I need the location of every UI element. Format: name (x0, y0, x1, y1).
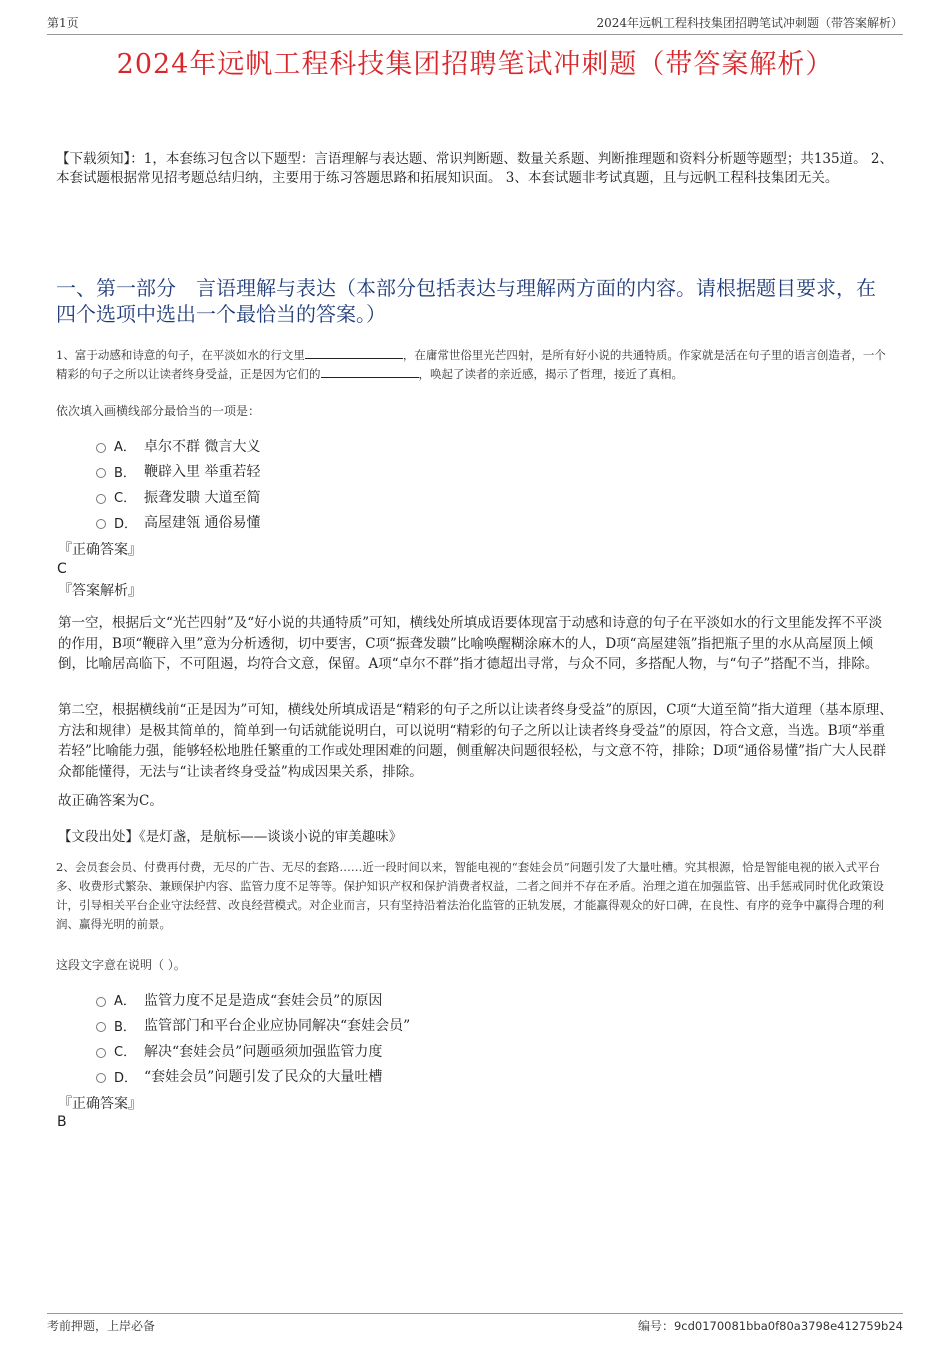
option-letter: A． (114, 440, 136, 456)
question-1-text-part-a: 1、富于动感和诗意的句子，在平淡如水的行文里 (56, 348, 305, 362)
option-text: 卓尔不群 微言大义 (144, 438, 261, 455)
option-letter: B． (114, 465, 136, 481)
question-2-text: 2、会员套会员、付费再付费，无尽的广告、无尽的套路……近一段时间以来，智能电视的“套娃会员”问题引发了大量吐槽。究其根源，恰是智能电视的嵌入式平台多、收费形式繁杂、兼顾保护内容、监管力度不足等等。保护知识产权和保护消费者权益，二者之间并不存在矛盾。治理之道在加强监管、出手惩戒同时优化政策设计，引导相关平台企业守法经营、改良经营模式。对企业而言，只有坚持沿着法治化监管的正轨发展，才能赢得观众的好口碑，在良性、有序的竞争中赢得合理的利润、赢得光明的前景。 (56, 860, 884, 931)
running-title: 2024年远帆工程科技集团招聘笔试冲刺题（带答案解析） (596, 16, 903, 30)
question-1-option-b[interactable] (96, 459, 260, 485)
question-2-option-b[interactable] (96, 1013, 410, 1039)
option-letter: C． (114, 1045, 137, 1061)
question-2-answer: B (57, 1114, 67, 1130)
radio-icon[interactable] (96, 1048, 106, 1058)
download-notice: 【下载须知】：1，本套练习包含以下题型：言语理解与表达题、常识判断题、数量关系题、判断推理题和资料分析题等题型；共135道。 2、本套试题根据常见招考题总结归纳，主要用于练习答题思路和拓展知识面。 3、本套试题非考试真题，且与远帆工程科技集团无关。 (56, 151, 893, 186)
question-1-analysis-paragraph-2: 第二空，根据横线前“正是因为”可知，横线处所填成语是“精彩的句子之所以让读者终身受益”的原因，C项“大道至简”指大道理（基本原理、方法和规律）是极其简单的，简单到一句话就能说明白，可以说明“精彩的句子之所以让读者终身受益”的原因，符合文意，当选。B项“举重若轻”比喻能力强，能够轻松地胜任繁重的工作或处理困难的问题，侧重解决问题很轻松，与文意不符，排除；D项“通俗易懂”指广大人民群众都能懂得，无法与“让读者终身受益”构成因果关系，排除。 (58, 702, 893, 780)
question-1-option-a[interactable] (96, 433, 260, 459)
option-text: 振聋发聩 大道至简 (144, 489, 261, 506)
option-letter: A． (114, 994, 136, 1010)
question-1-answer: C (57, 561, 67, 577)
option-letter: D． (114, 516, 138, 532)
option-text: 监管力度不足是造成“套娃会员”的原因 (144, 992, 383, 1009)
option-letter: C． (114, 491, 137, 507)
radio-icon[interactable] (96, 494, 106, 504)
question-2-option-d[interactable] (96, 1064, 410, 1090)
option-text: “套娃会员”问题引发了民众的大量吐槽 (144, 1069, 383, 1086)
radio-icon[interactable] (96, 1073, 106, 1083)
document-code-label: 编号： (637, 1319, 674, 1333)
question-2-option-a[interactable] (96, 987, 410, 1013)
question-2-options (96, 987, 410, 1089)
option-text: 解决“套娃会员”问题亟须加强监管力度 (144, 1043, 383, 1060)
radio-icon[interactable] (96, 997, 106, 1007)
option-letter: B． (114, 1019, 136, 1035)
footer-slogan: 考前押题，上岸必备 (47, 1319, 156, 1333)
document-code (638, 1317, 903, 1334)
question-1-options (96, 433, 260, 535)
option-text: 鞭辟入里 举重若轻 (144, 464, 261, 481)
question-1-answer-label: 『正确答案』 (58, 542, 142, 558)
page-number: 第1页 (47, 16, 79, 30)
page-footer (47, 1313, 903, 1334)
option-text: 监管部门和平台企业应协同解决“套娃会员” (144, 1018, 411, 1035)
question-2-prompt: 这段文字意在说明（ ）。 (56, 958, 186, 972)
fill-blank-1 (305, 346, 403, 359)
document-title: 2024年远帆工程科技集团招聘笔试冲刺题（带答案解析） (116, 49, 834, 80)
radio-icon[interactable] (96, 468, 106, 478)
section-heading: 一、第一部分 言语理解与表达（本部分包括表达与理解两方面的内容。请根据题目要求，在四个选项中选出一个最恰当的答案。） (56, 276, 876, 326)
question-1-option-d[interactable] (96, 510, 260, 536)
fill-blank-2 (321, 365, 419, 378)
radio-icon[interactable] (96, 519, 106, 529)
radio-icon[interactable] (96, 443, 106, 453)
option-text: 高屋建瓴 通俗易懂 (144, 515, 261, 532)
question-2-option-c[interactable] (96, 1038, 410, 1064)
question-1-text-part-c: ，唤起了读者的亲近感，揭示了哲理，接近了真相。 (418, 367, 683, 381)
page-header (47, 14, 903, 35)
question-1-text (56, 346, 894, 384)
question-1-analysis-paragraph-1: 第一空，根据后文“光芒四射”及“好小说的共通特质”可知，横线处所填成语要体现富于动感和诗意的句子在平淡如水的行文里能发挥不平淡的作用，B项“鞭辟入里”意为分析透彻，切中要害，C项“振聋发聩”比喻唤醒糊涂麻木的人，D项“高屋建瓴”指把瓶子里的水从高屋顶上倾倒，比喻居高临下，不可阻遏，均符合文意，保留。A项“卓尔不群”指才德超出寻常，与众不同，多搭配人物，与“句子”搭配不当，排除。 (58, 615, 883, 672)
question-1-option-c[interactable] (96, 484, 260, 510)
question-1-source: 【文段出处】《是灯盏，是航标——谈谈小说的审美趣味》 (58, 829, 403, 845)
question-1-prompt: 依次填入画横线部分最恰当的一项是： (56, 404, 261, 418)
radio-icon[interactable] (96, 1022, 106, 1032)
question-1-analysis-label: 『答案解析』 (58, 583, 142, 599)
option-letter: D． (114, 1070, 138, 1086)
question-2-answer-label: 『正确答案』 (58, 1096, 142, 1112)
question-1-conclusion: 故正确答案为C。 (58, 793, 163, 809)
document-code-value: 9cd0170081bba0f80a3798e412759b24 (673, 1319, 903, 1333)
question-1-text-part-b: ，在庸常世俗里光芒四射，是所有好小说的共通特质。作家就是活在句子里的语言创造者，一个精彩的句子之所以让读者终身受益，正是因为它们的 (56, 348, 886, 381)
